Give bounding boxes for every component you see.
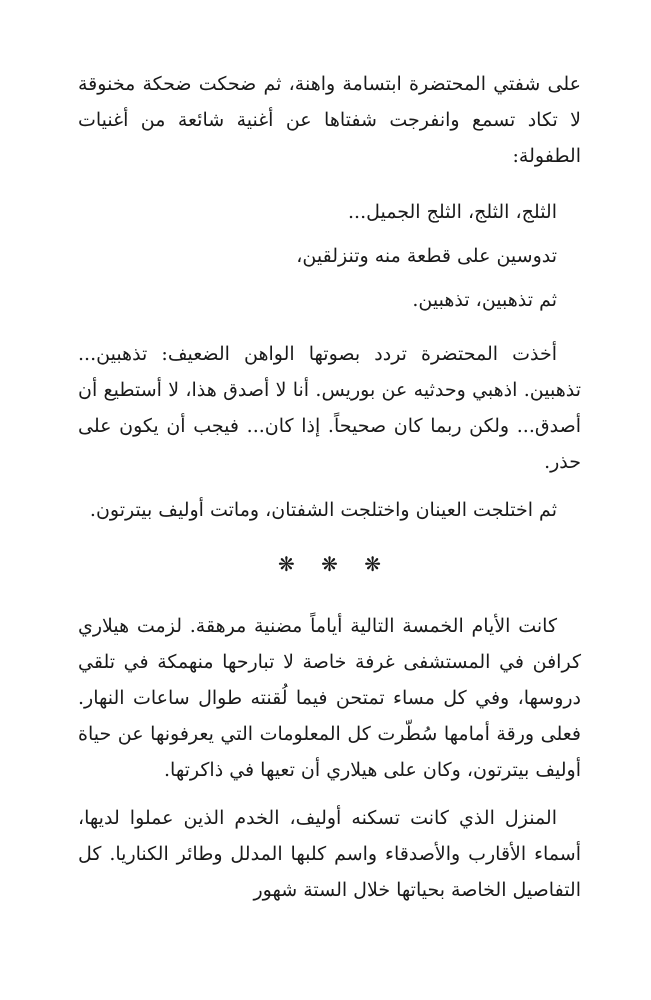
verse-line: تدوسين على قطعة منه وتنزلقين، <box>296 245 557 267</box>
paragraph-house-details: المنزل الذي كانت تسكنه أوليف، الخدم الذين عملوا لديها، أسماء الأقارب والأصدقاء واسم كلبها المدلل وطائر الكناريا. كل التفاصيل الخاصة بحياتها خلال الستة شهور <box>78 807 581 901</box>
book-page <box>78 66 581 908</box>
paragraph-opening: على شفتي المحتضرة ابتسامة واهنة، ثم ضحكت ضحكة مخنوقة لا تكاد تسمع وانفرجت شفتاها عن أغنية شائعة من أغنيات الطفولة: <box>78 73 581 167</box>
asterism-icon: ❋ <box>321 552 338 576</box>
section-separator <box>78 550 581 578</box>
song-verse <box>78 190 581 322</box>
asterism-icon: ❋ <box>277 552 295 576</box>
paragraph-five-days: كانت الأيام الخمسة التالية أياماً مضنية مرهقة. لزمت هيلاري كرافن في المستشفى غرفة خاصة لا تبارحها منهمكة في تلقي دروسها، وفي كل مساء تمتحن فيما لُقنته طوال ساعات النهار. فعلى ورقة أمامها سُطّرت كل المعلومات التي يعرفونها عن حياة أوليف بيترتون، وكان على هيلاري أن تعيها في ذاكرتها. <box>78 615 581 781</box>
verse-line: الثلج، الثلج، الثلج الجميل... <box>347 201 557 223</box>
verse-line: ثم تذهبين، تذهبين. <box>412 289 557 311</box>
paragraph-repeating: أخذت المحتضرة تردد بصوتها الواهن الضعيف: تذهبين... تذهبين. اذهبي وحدثيه عن بوريس. أنا لا أصدق هذا، لا أستطيع أن أصدق... ولكن ربما كان صحيحاً. إذا كان... فيجب أن يكون على حذر. <box>78 343 581 473</box>
asterism-icon: ❋ <box>364 552 381 576</box>
paragraph-death: ثم اختلجت العينان واختلجت الشفتان، وماتت أوليف بيترتون. <box>89 499 557 521</box>
